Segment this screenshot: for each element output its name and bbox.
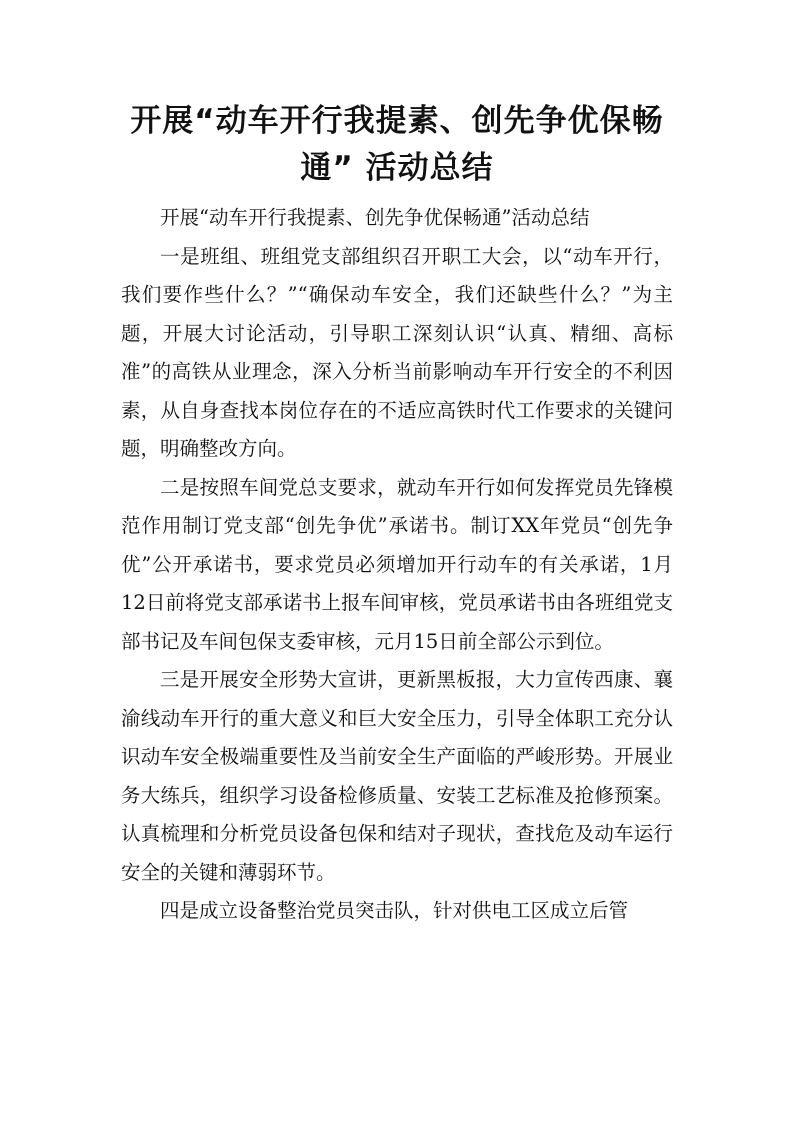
document-title [110,98,684,192]
subtitle-paragraph: 开展“动车开行我提素、创先争优保畅通”活动总结 [160,206,590,229]
paragraph-1: 一是班组、班组党支部组织召开职工大会，以“动车开行，我们要作些什么？”“确保动车安全，我们还缺些什么？”为主题，开展大讨论活动，引导职工深刻认识“认真、精细、高标准”的高铁从业理念，深入分析当前影响动车开行安全的不利因素，从自身查找本岗位存在的不适应高铁时代工作要求的关键问题，明确整改方向。 [121,244,673,460]
paragraph-3: 三是开展安全形势大宣讲，更新黑板报，大力宣传西康、襄渝线动车开行的重大意义和巨大安全压力，引导全体职工充分认识动车安全极端重要性及当前安全生产面临的严峻形势。开展业务大练兵，组织学习设备检修质量、安装工艺标准及抢修预案。认真梳理和分析党员设备包保和结对子现状，查找危及动车运行安全的关键和薄弱环节。 [121,668,673,884]
title-line-2: 通” 活动总结 [300,150,494,186]
paragraph-2: 二是按照车间党总支要求，就动车开行如何发挥党员先锋模范作用制订党支部“创先争优”承诺书。制订XX年党员“创先争优”公开承诺书，要求党员必须增加开行动车的有关承诺，1月12日前将党支部承诺书上报车间审核，党员承诺书由各班组党支部书记及车间包保支委审核，元月15日前全部公示到位。 [121,475,673,653]
paragraph-4: 四是成立设备整治党员突击队，针对供电工区成立后管 [160,899,629,922]
title-line-1: 开展“动车开行我提素、创先争优保畅 [130,103,664,139]
document-body [121,199,673,931]
